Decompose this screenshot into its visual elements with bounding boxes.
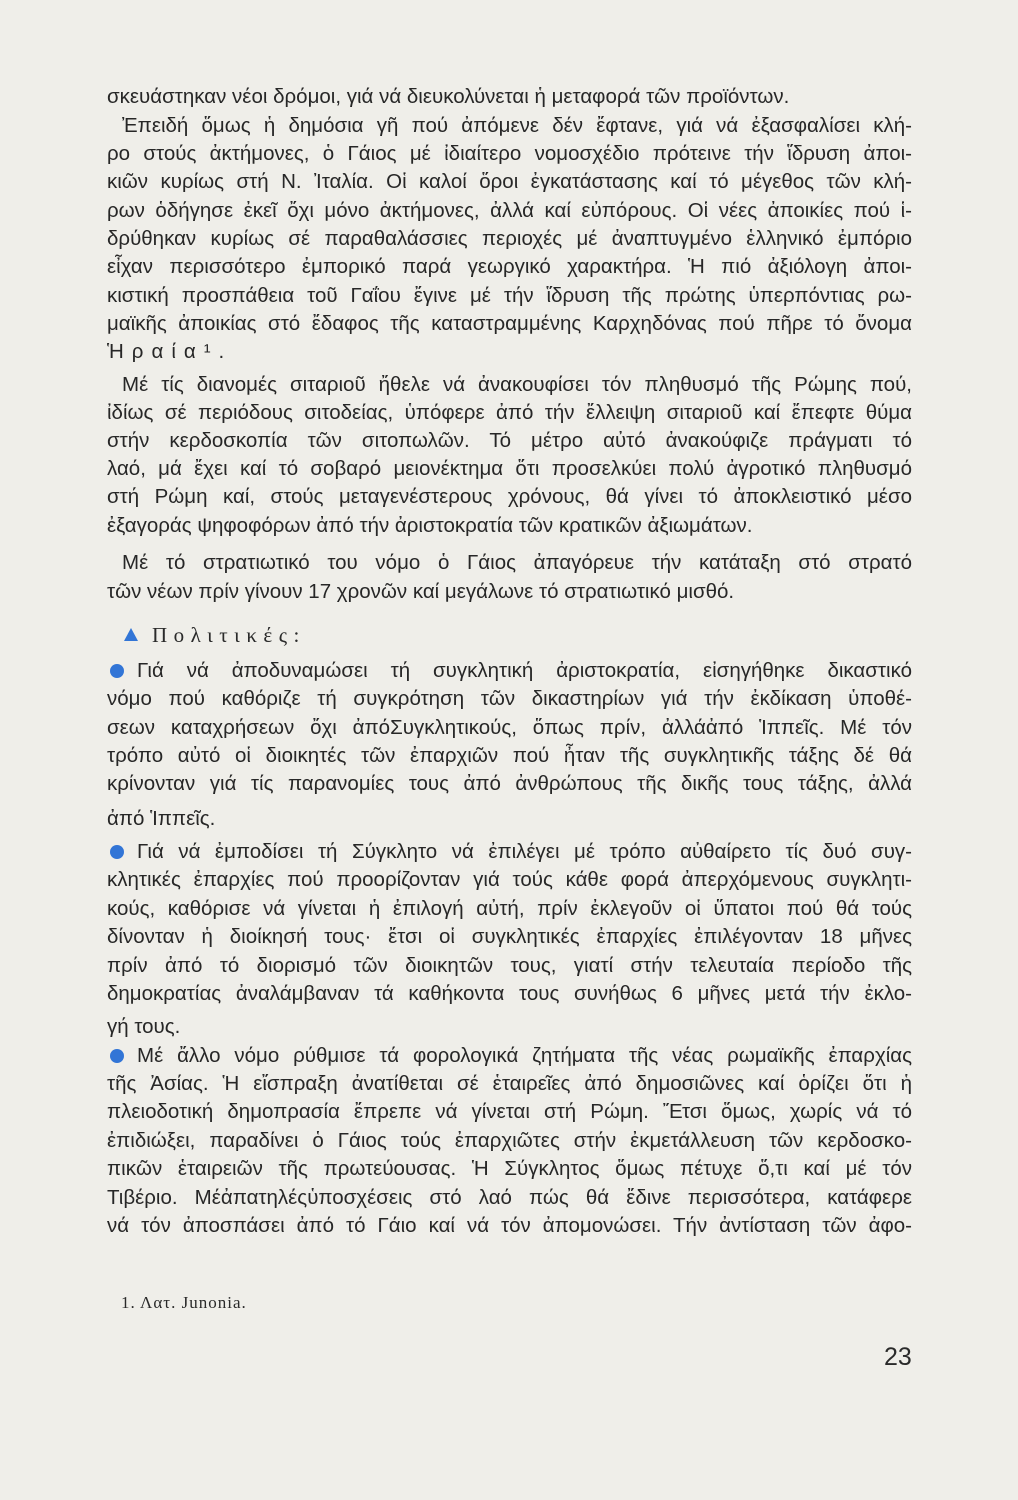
- text-line: κούς, καθόρισε νά γίνεται ἡ ἐπιλογή αὐτή, πρίν ἐκλεγοῦν οἱ ὕπατοι πού θά τούς: [107, 897, 912, 920]
- text-line-emphasized: Ἡραία¹.: [107, 340, 233, 363]
- text-line: πικῶν ἑταιρειῶν τῆς πρωτεύουσας. Ἡ Σύγκλητος ὅμως πέτυχε ὅ,τι καί μέ τόν: [107, 1157, 912, 1180]
- text-line: εἶχαν περισσότερο ἐμπορικό παρά γεωργικό χαρακτήρα. Ἡ πιό ἀξιόλογη ἀποι-: [107, 255, 912, 278]
- text-line: τῶν νέων πρίν γίνουν 17 χρονῶν καί μεγάλωνε τό στρατιωτικό μισθό.: [107, 580, 735, 603]
- footnote: 1. Λατ. Junonia.: [121, 1293, 247, 1312]
- text-line: ρων ὁδήγησε ἐκεῖ ὄχι μόνο ἀκτήμονες, ἀλλά καί εὐπόρους. Οἱ νέες ἀποικίες πού ἱ-: [107, 199, 912, 222]
- text-line: ἀπό Ἱππεῖς.: [107, 807, 216, 830]
- bullet-icon: [110, 1049, 124, 1063]
- section-heading: Πολιτικές:: [152, 623, 306, 647]
- text-line: Γιά νά ἐμποδίσει τή Σύγκλητο νά ἐπιλέγει μέ τρόπο αὐθαίρετο τίς δυό συγ-: [137, 840, 912, 863]
- text-line: μαϊκῆς ἀποικίας στό ἔδαφος τῆς καταστραμμένης Καρχηδόνας πού πῆρε τό ὄνομα: [107, 312, 912, 335]
- text-line: κιστική προσπάθεια τοῦ Γαΐου ἔγινε μέ τήν ἵδρυση τῆς πρώτης ὑπερπόντιας ρω-: [107, 284, 912, 307]
- text-line: ἰδίως σέ περιόδους σιτοδείας, ὑπόφερε ἀπό τήν ἔλλειψη σιταριοῦ καί ἔπεφτε θύμα: [107, 401, 912, 424]
- text-line: Ἐπειδή ὅμως ἡ δημόσια γῆ πού ἀπόμενε δέν ἔφτανε, γιά νά ἐξασφαλίσει κλή-: [122, 114, 912, 137]
- text-line: Μέ ἄλλο νόμο ρύθμισε τά φορολογικά ζητήματα τῆς νέας ρωμαϊκῆς ἐπαρχίας: [137, 1044, 912, 1067]
- text-line: ρο στούς ἀκτήμονες, ὁ Γάιος μέ ἰδιαίτερο νομοσχέδιο πρότεινε τήν ἵδρυση ἀποι-: [107, 142, 912, 165]
- page-number: 23: [884, 1343, 912, 1371]
- bullet-icon: [110, 664, 124, 678]
- text-line: στήν κερδοσκοπία τῶν σιτοπωλῶν. Τό μέτρο αὐτό ἀνακούφιζε πράγματι τό: [107, 429, 912, 452]
- text-line: τρόπο αὐτό οἱ διοικητές τῶν ἐπαρχιῶν πού ἦταν τῆς συγκλητικῆς τάξης δέ θά: [107, 744, 912, 767]
- text-line: σεων καταχρήσεων ὄχι ἀπόΣυγκλητικούς, ὅπως πρίν, ἀλλάἀπό Ἱππεῖς. Μέ τόν: [107, 716, 912, 739]
- bullet-icon: [110, 845, 124, 859]
- text-line: σκευάστηκαν νέοι δρόμοι, γιά νά διευκολύνεται ἡ μεταφορά τῶν προϊόντων.: [107, 85, 790, 108]
- text-line: Γιά νά ἀποδυναμώσει τή συγκλητική ἀριστοκρατία, εἰσηγήθηκε δικαστικό: [137, 659, 912, 682]
- text-line: Μέ τίς διανομές σιταριοῦ ἤθελε νά ἀνακουφίσει τόν πληθυσμό τῆς Ρώμης πού,: [122, 373, 912, 396]
- text-line: ἐξαγοράς ψηφοφόρων ἀπό τήν ἀριστοκρατία τῶν κρατικῶν ἀξιωμάτων.: [107, 514, 753, 537]
- text-line: νόμο πού καθόριζε τή συγκρότηση τῶν δικαστηρίων γιά τήν ἐκδίκαση ὑποθέ-: [107, 687, 912, 710]
- text-line: Τιβέριο. Μέἀπατηλέςὑποσχέσεις στό λαό πώς θά ἔδινε περισσότερα, κατάφερε: [107, 1186, 912, 1209]
- text-line: πλειοδοτική δημοπρασία ἔπρεπε νά γίνεται στή Ρώμη. Ἔτσι ὅμως, χωρίς νά τό: [107, 1100, 912, 1123]
- text-line: κιῶν κυρίως στή Ν. Ἰταλία. Οἱ καλοί ὅροι ἐγκατάστασης καί τό μέγεθος τῶν κλή-: [107, 170, 912, 193]
- text-line: πρίν ἀπό τό διορισμό τῶν διοικητῶν τους, γιατί στήν τελευταία περίοδο τῆς: [107, 954, 912, 977]
- text-line: ἐπιδιώξει, παραδίνει ὁ Γάιος τούς ἐπαρχιῶτες στήν ἐκμετάλλευση τῶν κερδοσκο-: [107, 1129, 912, 1152]
- triangle-icon: [124, 628, 138, 641]
- text-line: κρίνονταν γιά τίς παρανομίες τους ἀπό ἀνθρώπους τῆς δικῆς τους τάξης, ἀλλά: [107, 772, 912, 795]
- text-line: τῆς Ἀσίας. Ἡ εἴσπραξη ἀνατίθεται σέ ἑταιρεῖες ἀπό δημοσιῶνες καί ὁρίζει ὅτι ἡ: [107, 1072, 912, 1095]
- text-line: νά τόν ἀποσπάσει ἀπό τό Γάιο καί νά τόν ἀπομονώσει. Τήν ἀντίσταση τῶν ἀφο-: [107, 1214, 912, 1237]
- text-line: δημοκρατίας ἀναλάμβαναν τά καθήκοντα τους συνήθως 6 μῆνες μετά τήν ἐκλο-: [107, 982, 912, 1005]
- text-line: στή Ρώμη καί, στούς μεταγενέστερους χρόνους, θά γίνει τό ἀποκλειστικό μέσο: [107, 485, 912, 508]
- text-line: Μέ τό στρατιωτικό του νόμο ὁ Γάιος ἀπαγόρευε τήν κατάταξη στό στρατό: [122, 551, 912, 574]
- text-line: γή τους.: [107, 1015, 181, 1038]
- text-line: κλητικές ἐπαρχίες πού προορίζονταν γιά τούς κάθε φορά ἀπερχόμενους συγκλητι-: [107, 868, 912, 891]
- text-line: δίνονταν ἡ διοίκησή τους· ἔτσι οἱ συγκλητικές ἐπαρχίες ἐπιλέγονταν 18 μῆνες: [107, 925, 912, 948]
- text-line: δρύθηκαν κυρίως σέ παραθαλάσσιες περιοχές μέ ἀναπτυγμένο ἑλληνικό ἐμπόριο: [107, 227, 912, 250]
- text-line: λαό, μά ἔχει καί τό σοβαρό μειονέκτημα ὅτι προσελκύει πολύ ἀγροτικό πληθυσμό: [107, 457, 912, 480]
